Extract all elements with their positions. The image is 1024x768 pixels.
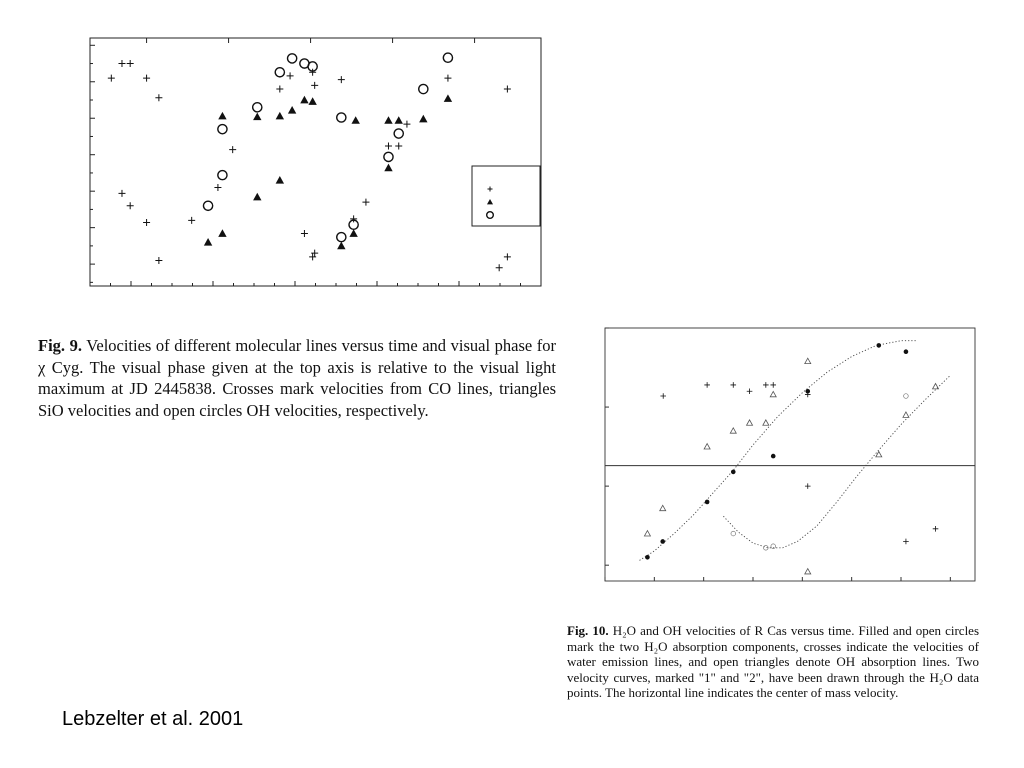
- figure-9-caption-label: Fig. 9.: [38, 336, 82, 355]
- data-point-emission-lines: [704, 382, 710, 388]
- data-point-oh: [443, 53, 452, 62]
- data-point-co: [143, 219, 150, 226]
- data-point-emission-lines: [805, 483, 811, 489]
- data-point-oh: [394, 129, 403, 138]
- data-point-sio: [419, 115, 427, 123]
- data-point-oh-absorption: [770, 391, 776, 396]
- data-point-co: [155, 94, 162, 101]
- data-point-co: [496, 264, 503, 271]
- figure-9-caption-text: Velocities of different molecular lines versus time and visual phase for χ Cyg. The visual phase given at the top axis is relative to the visual light maximum at JD 2445838. Crosses mark velocities from CO lines, triangles SiO velocities and open circles OH velocities, respectively.: [38, 336, 556, 420]
- data-point-co: [338, 76, 345, 83]
- data-point-co: [127, 202, 134, 209]
- data-point-emission-lines: [747, 388, 753, 394]
- data-point-oh-absorption: [730, 428, 736, 433]
- data-point-oh: [419, 84, 428, 93]
- data-point-emission-lines: [903, 539, 909, 545]
- data-point-co: [301, 230, 308, 237]
- data-point-sio: [337, 242, 345, 250]
- velocity-curve-1: [640, 341, 916, 561]
- data-point-oh: [275, 68, 284, 77]
- data-point-oh-absorption: [805, 358, 811, 363]
- data-point-co: [385, 142, 392, 149]
- data-point-co: [155, 257, 162, 264]
- data-point-co: [276, 86, 283, 93]
- data-point-h2o-filled-circles: [877, 343, 882, 348]
- data-point-sio: [253, 193, 261, 201]
- figure-9-chart: [20, 6, 565, 311]
- data-point-oh: [218, 125, 227, 134]
- data-point-h2o-filled-circles: [705, 500, 710, 505]
- citation-credit: Lebzelter et al. 2001: [62, 708, 244, 730]
- data-point-oh: [337, 113, 346, 122]
- data-point-oh: [384, 152, 393, 161]
- data-point-co: [395, 142, 402, 149]
- data-point-sio: [218, 229, 226, 237]
- data-point-h2o-filled-circles: [904, 349, 909, 354]
- data-point-h2o-filled-circles: [660, 539, 665, 544]
- data-point-co: [214, 184, 221, 191]
- data-point-oh-absorption: [933, 384, 939, 389]
- data-point-sio: [276, 176, 284, 184]
- data-point-oh: [203, 201, 212, 210]
- data-point-co: [127, 60, 134, 67]
- data-point-sio: [276, 112, 284, 120]
- data-point-co: [444, 75, 451, 82]
- data-point-co: [188, 217, 195, 224]
- data-point-oh-absorption: [805, 569, 811, 574]
- data-point-emission-lines: [933, 526, 939, 532]
- data-point-co: [311, 82, 318, 89]
- data-point-h2o-filled-circles: [731, 470, 736, 475]
- data-point-h2o-filled-circles: [771, 454, 776, 459]
- data-point-co: [229, 146, 236, 153]
- data-point-co: [143, 75, 150, 82]
- data-point-oh-absorption: [660, 505, 666, 510]
- data-point-sio: [288, 106, 296, 114]
- data-point-emission-lines: [770, 382, 776, 388]
- figure-9-caption: [38, 335, 556, 421]
- legend-box: [472, 166, 540, 226]
- data-point-oh: [337, 233, 346, 242]
- data-point-h2o-filled-circles: [645, 555, 650, 560]
- data-point-sio: [308, 97, 316, 105]
- data-point-co: [108, 75, 115, 82]
- data-point-oh-absorption: [763, 420, 769, 425]
- data-point-sio: [253, 113, 261, 121]
- data-point-co: [504, 86, 511, 93]
- plot-frame: [90, 38, 541, 286]
- data-point-sio: [300, 96, 308, 104]
- data-point-sio: [384, 116, 392, 124]
- data-point-oh-absorption: [704, 444, 710, 449]
- data-point-oh: [253, 103, 262, 112]
- data-point-co: [118, 190, 125, 197]
- data-point-co: [362, 199, 369, 206]
- plot-frame: [605, 328, 975, 581]
- data-point-emission-lines: [660, 393, 666, 399]
- data-point-oh-absorption: [644, 531, 650, 536]
- figure-10-chart: [565, 320, 980, 615]
- data-point-sio: [351, 116, 359, 124]
- velocity-curve-2: [723, 375, 950, 547]
- data-point-sio: [384, 164, 392, 172]
- data-point-oh-absorption: [747, 420, 753, 425]
- data-point-oh-absorption: [876, 452, 882, 457]
- data-point-h2o-open-circles: [904, 394, 909, 399]
- figure-10-caption: [567, 623, 979, 701]
- figure-10-caption-label: Fig. 10.: [567, 623, 609, 638]
- data-point-co: [287, 72, 294, 79]
- data-point-oh: [288, 54, 297, 63]
- data-point-oh: [218, 171, 227, 180]
- data-point-emission-lines: [730, 382, 736, 388]
- data-point-h2o-open-circles: [731, 531, 736, 536]
- data-point-emission-lines: [763, 382, 769, 388]
- data-point-sio: [204, 238, 212, 246]
- data-point-oh-absorption: [903, 412, 909, 417]
- data-point-co: [118, 60, 125, 67]
- data-point-sio: [349, 229, 357, 237]
- data-point-sio: [395, 116, 403, 124]
- figure-10-caption-text: H₂O and OH velocities of R Cas versus time. Filled and open circles mark the two H₂O absorption components, crosses indicate the velocities of water emission lines, and open triangles denote OH absorption lines. Two velocity curves, marked "1" and "2", have been drawn through the H₂O data points. The horizontal line indicates the center of mass velocity.: [567, 623, 980, 700]
- data-point-sio: [444, 94, 452, 102]
- data-point-sio: [218, 112, 226, 120]
- data-point-co: [403, 121, 410, 128]
- data-point-co: [504, 253, 511, 260]
